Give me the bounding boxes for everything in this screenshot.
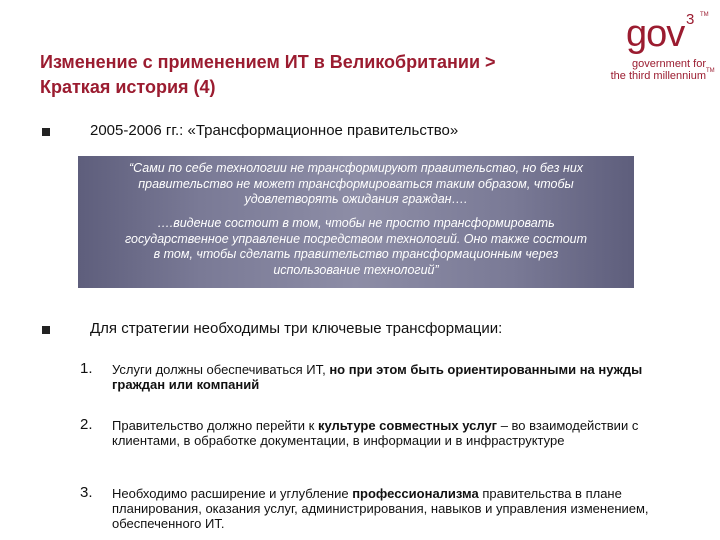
list-item-number: 3.	[80, 484, 93, 501]
list-item-text-plain: Необходимо расширение и углубление	[112, 486, 353, 501]
quote-line: использование технологий”	[273, 262, 439, 277]
logo-tagline	[602, 58, 706, 82]
quote-line: удовлетворять ожидания граждан….	[244, 192, 468, 206]
bullet-text-2: Для стратегии необходимы три ключевые трансформации:	[90, 320, 503, 337]
bullet-square-icon	[42, 128, 50, 136]
bullet-square-icon	[42, 326, 50, 334]
list-item-text	[112, 418, 694, 448]
logo-tagline-line-2: the third millennium	[610, 70, 706, 82]
quote-line: государственное управление посредством технологий. Оно также состоит	[124, 231, 588, 246]
list-item-text-bold: но при этом быть ориентированными на нужды граждан или компаний	[112, 362, 643, 392]
list-item-text-plain: Услуги должны обеспечиваться ИТ,	[112, 362, 330, 377]
quote-line: правительство не может трансформироваться таким образом, чтобы	[138, 176, 574, 191]
quote-paragraph-1	[78, 161, 634, 208]
slide-title-line-1: Изменение с применением ИТ в Великобритании >	[40, 52, 496, 72]
logo-tagline-trademark: TM	[706, 68, 715, 74]
list-item-text-plain: – во взаимодействии с клиентами, в обработке документации, в информации и в инфраструктуре	[112, 418, 639, 448]
list-item-text	[112, 362, 694, 392]
slide-title	[40, 50, 600, 100]
quote-box	[78, 156, 634, 288]
list-item-text-plain: правительства в плане планирования, оказания услуг, администрирования, навыков и управления изменением, обеспеченного ИТ.	[112, 486, 649, 531]
list-item-text-plain: Правительство должно перейти к	[112, 418, 318, 433]
list-item-number: 2.	[80, 416, 93, 433]
list-item-number: 1.	[80, 360, 93, 377]
gov3-logo	[602, 10, 714, 88]
bullet-text-1: 2005-2006 гг.: «Трансформационное правительство»	[90, 122, 459, 139]
logo-superscript: 3	[686, 11, 695, 28]
quote-paragraph-2	[78, 216, 634, 278]
logo-trademark: TM	[700, 12, 709, 18]
list-item-text-bold: культуре совместных услуг	[317, 418, 498, 433]
slide-title-line-2: Краткая история (4)	[40, 77, 216, 97]
quote-line: в том, чтобы сделать правительство трансформационным через	[153, 247, 559, 261]
list-item-text-bold: профессионализма	[352, 486, 479, 501]
quote-line: “Сами по себе технологии не трансформируют правительство, но без них	[128, 161, 584, 175]
logo-tagline-line-1: government for	[632, 58, 706, 70]
quote-line: ….видение состоит в том, чтобы не просто трансформировать	[157, 216, 555, 230]
list-item-text	[112, 486, 694, 531]
logo-wordmark: gov	[626, 13, 685, 55]
